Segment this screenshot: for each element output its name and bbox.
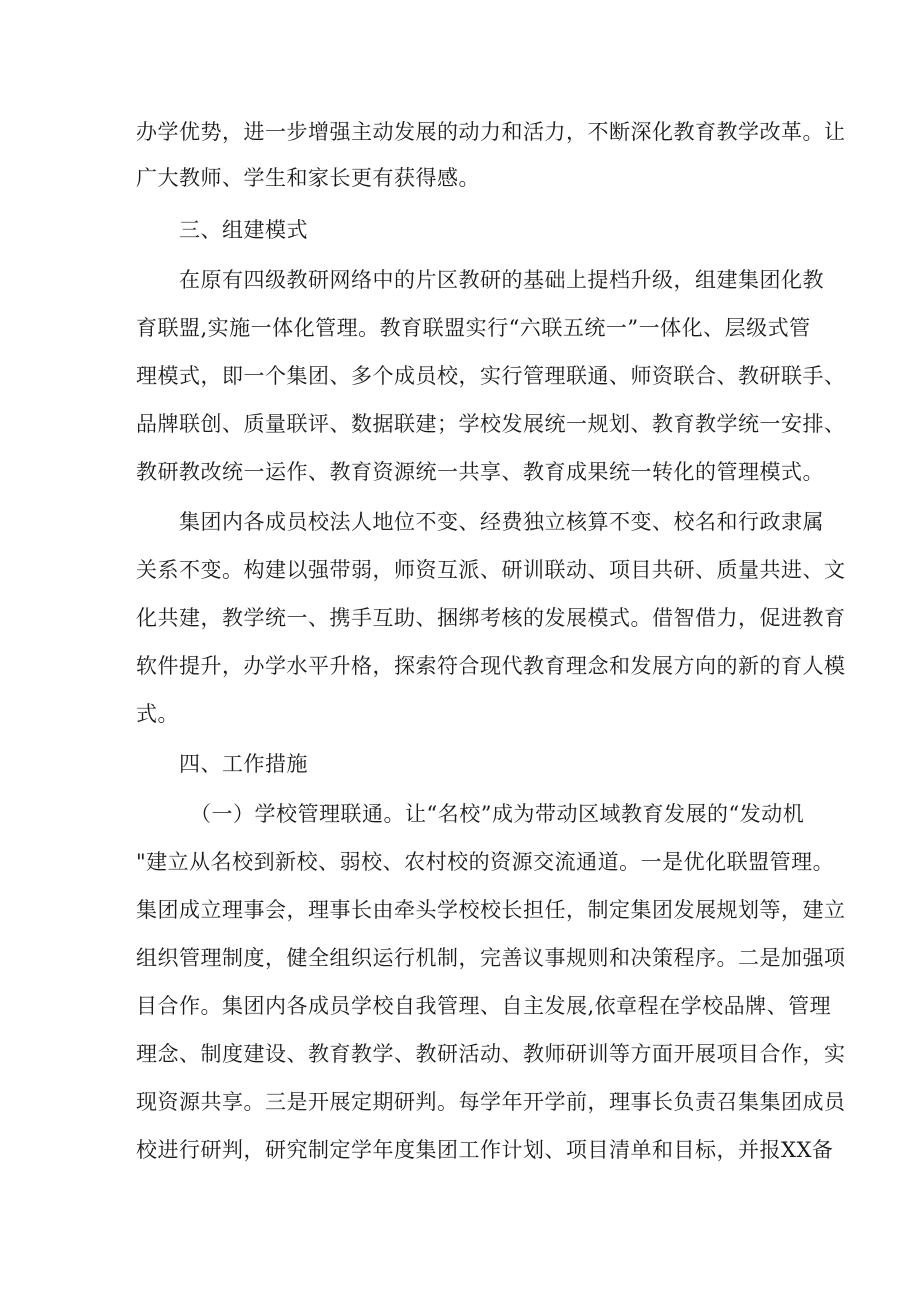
paragraph-line: 集团成立理事会，理事长由牵头学校校长担任，制定集团发展规划等，建立 xyxy=(136,898,846,922)
paragraph-line: 现资源共享。三是开展定期研判。每学年开学前，理事长负责召集集团成员 xyxy=(136,1090,846,1114)
paragraph-line: 目合作。集团内各成员学校自我管理、自主发展,依章程在学校品牌、管理 xyxy=(136,994,832,1018)
paragraph-line: 理念、制度建设、教育教学、教研活动、教师研训等方面开展项目合作，实 xyxy=(136,1042,846,1066)
section-heading: 三、组建模式 xyxy=(179,218,308,242)
paragraph-line: 在原有四级教研网络中的片区教研的基础上提档升级，组建集团化教 xyxy=(179,268,824,292)
paragraph-line: 教研教改统一运作、教育资源统一共享、教育成果统一转化的管理模式。 xyxy=(136,460,824,484)
paragraph-line: 化共建，教学统一、携手互助、捆绑考核的发展模式。借智借力，促进教育 xyxy=(136,606,846,630)
paragraph-line: 集团内各成员校法人地位不变、经费独立核算不变、校名和行政隶属 xyxy=(179,510,824,534)
paragraph-line: 品牌联创、质量联评、数据联建；学校发展统一规划、教育教学统一安排、 xyxy=(136,412,846,436)
paragraph-line: 组织管理制度，健全组织运行机制，完善议事规则和决策程序。二是加强项 xyxy=(136,946,846,970)
paragraph-line: 关系不变。构建以强带弱，师资互派、研训联动、项目共研、质量共进、文 xyxy=(136,558,846,582)
subsection-heading-line: （一）学校管理联通。让“名校”成为带动区域教育发展的“发动机 xyxy=(190,802,805,826)
paragraph-line: 校进行研判，研究制定学年度集团工作计划、项目清单和目标，并报XX备 xyxy=(136,1138,834,1162)
paragraph-line: "建立从名校到新校、弱校、农村校的资源交流通道。一是优化联盟管理。 xyxy=(136,850,835,874)
paragraph-line: 式。 xyxy=(136,702,179,726)
paragraph-line: 育联盟,实施一体化管理。教育联盟实行“六联五统一”一体化、层级式管 xyxy=(136,316,811,340)
paragraph-line: 办学优势，进一步增强主动发展的动力和活力，不断深化教育教学改革。让 xyxy=(136,120,846,144)
section-heading: 四、工作措施 xyxy=(179,752,308,776)
paragraph-line: 理模式，即一个集团、多个成员校，实行管理联通、师资联合、教研联手、 xyxy=(136,364,846,388)
paragraph-line: 广大教师、学生和家长更有获得感。 xyxy=(136,166,480,190)
paragraph-line: 软件提升，办学水平升格，探索符合现代教育理念和发展方向的新的育人模 xyxy=(136,654,846,678)
